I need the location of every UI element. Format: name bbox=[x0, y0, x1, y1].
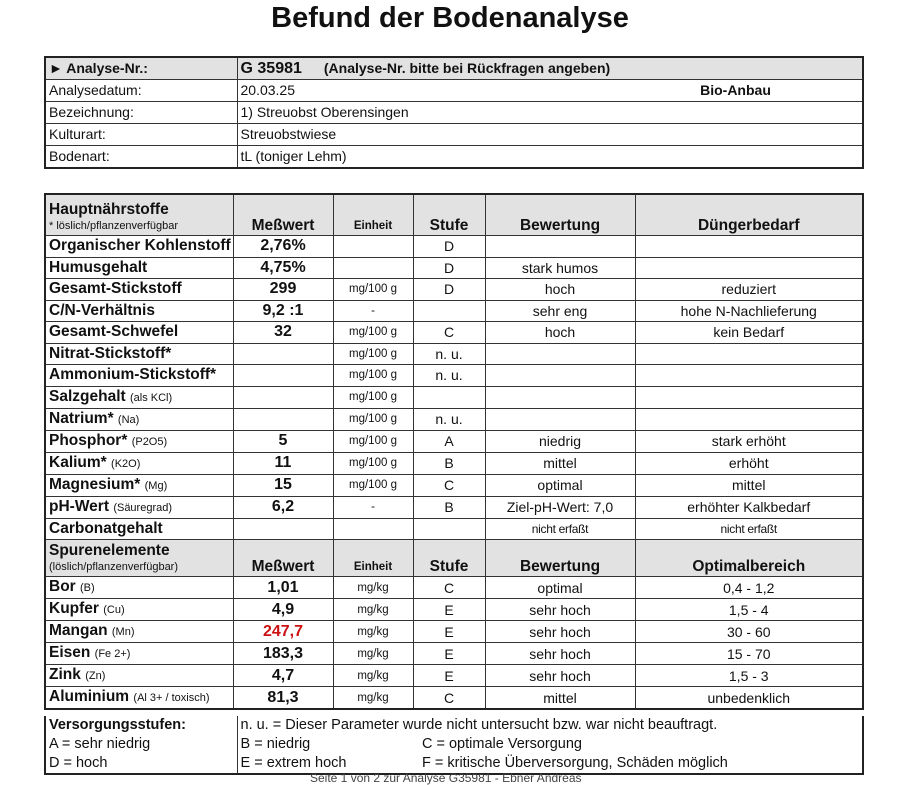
einheit-cell bbox=[333, 236, 413, 258]
stufe-cell: E bbox=[413, 665, 485, 687]
spuren-title: Spurenelemente bbox=[49, 542, 170, 559]
messwert-cell bbox=[233, 408, 333, 430]
einheit-cell: mg/kg bbox=[333, 621, 413, 643]
stufe-cell: D bbox=[413, 279, 485, 301]
parameter-sub: (Na) bbox=[117, 413, 140, 426]
parameter-sub: (B) bbox=[80, 582, 95, 594]
bewertung-cell: sehr hoch bbox=[485, 665, 635, 687]
stufe-cell: E bbox=[413, 643, 485, 665]
parameter-label: Gesamt-Stickstoff bbox=[49, 280, 182, 298]
bewertung-cell: sehr hoch bbox=[485, 621, 635, 643]
bewertung-cell: sehr hoch bbox=[485, 599, 635, 621]
duengerbedarf-cell bbox=[635, 386, 863, 408]
header-row-bezeichnung bbox=[45, 102, 863, 124]
legend-b: B = niedrig bbox=[240, 736, 311, 752]
bewertung-cell: mittel bbox=[485, 687, 635, 710]
stufe-cell: B bbox=[413, 496, 485, 518]
parameter-name bbox=[45, 577, 233, 599]
duengerbedarf-cell: erhöhter Kalkbedarf bbox=[635, 496, 863, 518]
bewertung-cell bbox=[485, 236, 635, 258]
kulturart-label: Kulturart: bbox=[45, 124, 237, 146]
col-stufe: Stufe bbox=[413, 540, 485, 577]
bewertung-cell: hoch bbox=[485, 279, 635, 301]
stufe-cell: D bbox=[413, 236, 485, 258]
parameter-label: Humusgehalt bbox=[49, 258, 148, 276]
bewertung-cell bbox=[485, 408, 635, 430]
legend-row bbox=[45, 735, 863, 754]
einheit-cell: mg/100 g bbox=[333, 343, 413, 365]
einheit-cell: mg/kg bbox=[333, 687, 413, 710]
header-row-datum bbox=[45, 80, 863, 102]
analyse-nr-cell bbox=[237, 57, 863, 80]
table-row bbox=[45, 621, 863, 643]
bewertung-cell: optimal bbox=[485, 474, 635, 496]
duengerbedarf-cell: reduziert bbox=[635, 279, 863, 301]
duengerbedarf-cell bbox=[635, 408, 863, 430]
page-title: Befund der Bodenanalyse bbox=[271, 2, 629, 34]
table-row bbox=[45, 386, 863, 408]
analyse-nr-value: G 35981 bbox=[240, 60, 302, 77]
optimalbereich-cell: 0,4 - 1,2 bbox=[635, 577, 863, 599]
einheit-cell: mg/100 g bbox=[333, 365, 413, 387]
parameter-sub: (P2O5) bbox=[131, 435, 168, 448]
parameter-label: Magnesium* bbox=[49, 475, 141, 493]
parameter-sub: (Cu) bbox=[103, 604, 125, 616]
einheit-cell: mg/100 g bbox=[333, 474, 413, 496]
col-bewertung: Bewertung bbox=[485, 540, 635, 577]
parameter-label: Gesamt-Schwefel bbox=[49, 323, 179, 341]
einheit-cell bbox=[333, 518, 413, 540]
haupt-title-cell bbox=[45, 194, 233, 236]
bewertung-cell: nicht erfaßt bbox=[485, 518, 635, 540]
duengerbedarf-cell: nicht erfaßt bbox=[635, 518, 863, 540]
bezeichnung-label: Bezeichnung: bbox=[45, 102, 237, 124]
col-stufe: Stufe bbox=[413, 194, 485, 236]
col-einheit: Einheit bbox=[333, 194, 413, 236]
bodenart-label: Bodenart: bbox=[45, 146, 237, 169]
table-row bbox=[45, 665, 863, 687]
duengerbedarf-cell bbox=[635, 365, 863, 387]
einheit-cell: mg/kg bbox=[333, 665, 413, 687]
messwert-cell: 299 bbox=[233, 279, 333, 301]
legend-nu: n. u. = Dieser Parameter wurde nicht untersucht bzw. war nicht beauftragt. bbox=[240, 717, 718, 733]
parameter-sub: (Mg) bbox=[144, 479, 168, 492]
parameter-name bbox=[45, 279, 233, 301]
analysis-header-table bbox=[44, 56, 864, 169]
table-row bbox=[45, 300, 863, 322]
stufe-cell: B bbox=[413, 452, 485, 474]
parameter-label: pH-Wert bbox=[49, 497, 109, 515]
duengerbedarf-cell: erhöht bbox=[635, 452, 863, 474]
parameter-label: Nitrat-Stickstoff* bbox=[49, 344, 172, 362]
table-row bbox=[45, 474, 863, 496]
einheit-cell: mg/100 g bbox=[333, 430, 413, 452]
duengerbedarf-cell bbox=[635, 343, 863, 365]
table-row bbox=[45, 343, 863, 365]
spuren-title-cell bbox=[45, 540, 233, 577]
header-row-kulturart bbox=[45, 124, 863, 146]
spuren-header-row bbox=[45, 540, 863, 577]
parameter-label: Natrium* bbox=[49, 409, 114, 427]
bewertung-cell: sehr eng bbox=[485, 300, 635, 322]
page-footer: Seite 1 von 2 zur Analyse G35981 - Ebner Andreas bbox=[310, 771, 582, 785]
table-row bbox=[45, 257, 863, 279]
datum-value: 20.03.25 bbox=[237, 80, 609, 102]
parameter-name bbox=[45, 343, 233, 365]
messwert-cell: 9,2 :1 bbox=[233, 300, 333, 322]
parameter-sub: (Säuregrad) bbox=[113, 501, 173, 514]
messwert-cell: 247,7 bbox=[233, 621, 333, 643]
legend-f: F = kritische Überversorgung, Schäden möglich bbox=[422, 755, 728, 771]
spuren-subtitle: (löslich/pflanzenverfügbar) bbox=[49, 561, 179, 573]
einheit-cell: mg/100 g bbox=[333, 408, 413, 430]
haupt-subtitle: * löslich/pflanzenverfügbar bbox=[49, 220, 179, 232]
stufe-cell: C bbox=[413, 474, 485, 496]
parameter-name bbox=[45, 430, 233, 452]
parameter-label: Mangan bbox=[49, 622, 108, 639]
parameter-name bbox=[45, 518, 233, 540]
table-row bbox=[45, 365, 863, 387]
legend-table bbox=[44, 716, 864, 775]
parameter-name bbox=[45, 408, 233, 430]
einheit-cell: mg/100 g bbox=[333, 386, 413, 408]
table-row bbox=[45, 577, 863, 599]
parameter-name bbox=[45, 236, 233, 258]
messwert-cell: 2,76% bbox=[233, 236, 333, 258]
col-duengerbedarf: Düngerbedarf bbox=[635, 194, 863, 236]
einheit-cell: - bbox=[333, 300, 413, 322]
einheit-cell: mg/kg bbox=[333, 643, 413, 665]
header-row-bodenart bbox=[45, 146, 863, 169]
parameter-sub: (als KCl) bbox=[129, 391, 173, 404]
bewertung-cell: niedrig bbox=[485, 430, 635, 452]
optimalbereich-cell: 15 - 70 bbox=[635, 643, 863, 665]
parameter-label: Bor bbox=[49, 578, 76, 595]
table-row bbox=[45, 496, 863, 518]
parameter-sub: (Al 3+ / toxisch) bbox=[133, 692, 210, 704]
messwert-cell: 32 bbox=[233, 322, 333, 344]
parameter-label: Salzgehalt bbox=[49, 387, 126, 405]
duengerbedarf-cell: kein Bedarf bbox=[635, 322, 863, 344]
duengerbedarf-cell bbox=[635, 236, 863, 258]
parameter-label: Kalium* bbox=[49, 453, 107, 471]
parameter-name bbox=[45, 322, 233, 344]
stufe-cell: C bbox=[413, 687, 485, 710]
messwert-cell: 183,3 bbox=[233, 643, 333, 665]
bewertung-cell bbox=[485, 365, 635, 387]
analyse-nr-note: (Analyse-Nr. bitte bei Rückfragen angeben) bbox=[323, 60, 611, 76]
stufe-cell bbox=[413, 386, 485, 408]
messwert-cell bbox=[233, 365, 333, 387]
optimalbereich-cell: 1,5 - 4 bbox=[635, 599, 863, 621]
parameter-label: Aluminium bbox=[49, 688, 130, 705]
parameter-sub: (K2O) bbox=[111, 457, 141, 470]
messwert-cell: 5 bbox=[233, 430, 333, 452]
table-row bbox=[45, 687, 863, 710]
einheit-cell: mg/kg bbox=[333, 599, 413, 621]
parameter-name bbox=[45, 687, 233, 710]
parameter-name bbox=[45, 599, 233, 621]
table-row bbox=[45, 236, 863, 258]
stufe-cell: E bbox=[413, 599, 485, 621]
parameter-label: Carbonatgehalt bbox=[49, 519, 163, 537]
messwert-cell: 4,9 bbox=[233, 599, 333, 621]
parameter-name bbox=[45, 365, 233, 387]
stufe-cell bbox=[413, 518, 485, 540]
stufe-cell: A bbox=[413, 430, 485, 452]
optimalbereich-cell: unbedenklich bbox=[635, 687, 863, 710]
col-bewertung: Bewertung bbox=[485, 194, 635, 236]
table-row bbox=[45, 279, 863, 301]
optimalbereich-cell: 1,5 - 3 bbox=[635, 665, 863, 687]
stufe-cell: n. u. bbox=[413, 343, 485, 365]
parameter-label: C/N-Verhältnis bbox=[49, 301, 155, 319]
stufe-cell: E bbox=[413, 621, 485, 643]
legend-title: Versorgungsstufen: bbox=[45, 716, 237, 735]
parameter-label: Phosphor* bbox=[49, 431, 128, 449]
header-row-analyse-nr bbox=[45, 57, 863, 80]
parameter-name bbox=[45, 621, 233, 643]
bezeichnung-value: 1) Streuobst Oberensingen bbox=[237, 102, 863, 124]
parameter-label: Eisen bbox=[49, 644, 91, 661]
stufe-cell: C bbox=[413, 577, 485, 599]
parameter-label: Zink bbox=[49, 666, 81, 683]
legend-c: C = optimale Versorgung bbox=[422, 736, 582, 752]
parameter-sub: (Fe 2+) bbox=[94, 648, 131, 660]
bewertung-cell: sehr hoch bbox=[485, 643, 635, 665]
haupt-title: Hauptnährstoffe bbox=[49, 201, 169, 218]
kulturart-value: Streuobstwiese bbox=[237, 124, 863, 146]
einheit-cell: mg/100 g bbox=[333, 322, 413, 344]
bewertung-cell bbox=[485, 343, 635, 365]
parameter-name bbox=[45, 452, 233, 474]
results-table bbox=[44, 193, 864, 710]
messwert-cell: 6,2 bbox=[233, 496, 333, 518]
table-row bbox=[45, 599, 863, 621]
messwert-cell bbox=[233, 518, 333, 540]
parameter-label: Organischer Kohlenstoff bbox=[49, 237, 231, 255]
table-row bbox=[45, 408, 863, 430]
duengerbedarf-cell: stark erhöht bbox=[635, 430, 863, 452]
bewertung-cell: hoch bbox=[485, 322, 635, 344]
col-einheit: Einheit bbox=[333, 540, 413, 577]
messwert-cell: 4,7 bbox=[233, 665, 333, 687]
table-row bbox=[45, 518, 863, 540]
duengerbedarf-cell: hohe N-Nachlieferung bbox=[635, 300, 863, 322]
messwert-cell: 1,01 bbox=[233, 577, 333, 599]
messwert-cell: 4,75% bbox=[233, 257, 333, 279]
col-messwert: Meßwert bbox=[233, 540, 333, 577]
legend-row bbox=[45, 716, 863, 735]
parameter-sub: (Zn) bbox=[85, 670, 106, 682]
bewertung-cell: Ziel-pH-Wert: 7,0 bbox=[485, 496, 635, 518]
table-row bbox=[45, 430, 863, 452]
bewertung-cell bbox=[485, 386, 635, 408]
parameter-name bbox=[45, 496, 233, 518]
messwert-cell: 11 bbox=[233, 452, 333, 474]
table-row bbox=[45, 643, 863, 665]
datum-label: Analysedatum: bbox=[45, 80, 237, 102]
parameter-name bbox=[45, 665, 233, 687]
optimalbereich-cell: 30 - 60 bbox=[635, 621, 863, 643]
duengerbedarf-cell: mittel bbox=[635, 474, 863, 496]
parameter-name bbox=[45, 643, 233, 665]
bewertung-cell: optimal bbox=[485, 577, 635, 599]
anbau-value: Bio-Anbau bbox=[609, 80, 863, 102]
parameter-name bbox=[45, 257, 233, 279]
col-messwert: Meßwert bbox=[233, 194, 333, 236]
einheit-cell: - bbox=[333, 496, 413, 518]
einheit-cell: mg/kg bbox=[333, 577, 413, 599]
duengerbedarf-cell bbox=[635, 257, 863, 279]
legend-e: E = extrem hoch bbox=[240, 755, 347, 771]
haupt-header-row bbox=[45, 194, 863, 236]
legend-d: D = hoch bbox=[45, 754, 237, 774]
stufe-cell: C bbox=[413, 322, 485, 344]
parameter-label: Kupfer bbox=[49, 600, 99, 617]
parameter-name bbox=[45, 300, 233, 322]
stufe-cell: n. u. bbox=[413, 365, 485, 387]
parameter-label: Ammonium-Stickstoff* bbox=[49, 366, 217, 384]
messwert-cell bbox=[233, 386, 333, 408]
legend-a: A = sehr niedrig bbox=[45, 735, 237, 754]
bewertung-cell: mittel bbox=[485, 452, 635, 474]
table-row bbox=[45, 452, 863, 474]
bodenart-value: tL (toniger Lehm) bbox=[237, 146, 863, 169]
messwert-cell: 15 bbox=[233, 474, 333, 496]
col-optimalbereich: Optimalbereich bbox=[635, 540, 863, 577]
parameter-name bbox=[45, 474, 233, 496]
messwert-cell bbox=[233, 343, 333, 365]
stufe-cell: n. u. bbox=[413, 408, 485, 430]
analyse-nr-label: ► Analyse-Nr.: bbox=[45, 57, 237, 80]
parameter-sub: (Mn) bbox=[111, 626, 135, 638]
einheit-cell: mg/100 g bbox=[333, 452, 413, 474]
parameter-name bbox=[45, 386, 233, 408]
einheit-cell bbox=[333, 257, 413, 279]
bewertung-cell: stark humos bbox=[485, 257, 635, 279]
stufe-cell: D bbox=[413, 257, 485, 279]
messwert-cell: 81,3 bbox=[233, 687, 333, 710]
stufe-cell bbox=[413, 300, 485, 322]
einheit-cell: mg/100 g bbox=[333, 279, 413, 301]
table-row bbox=[45, 322, 863, 344]
